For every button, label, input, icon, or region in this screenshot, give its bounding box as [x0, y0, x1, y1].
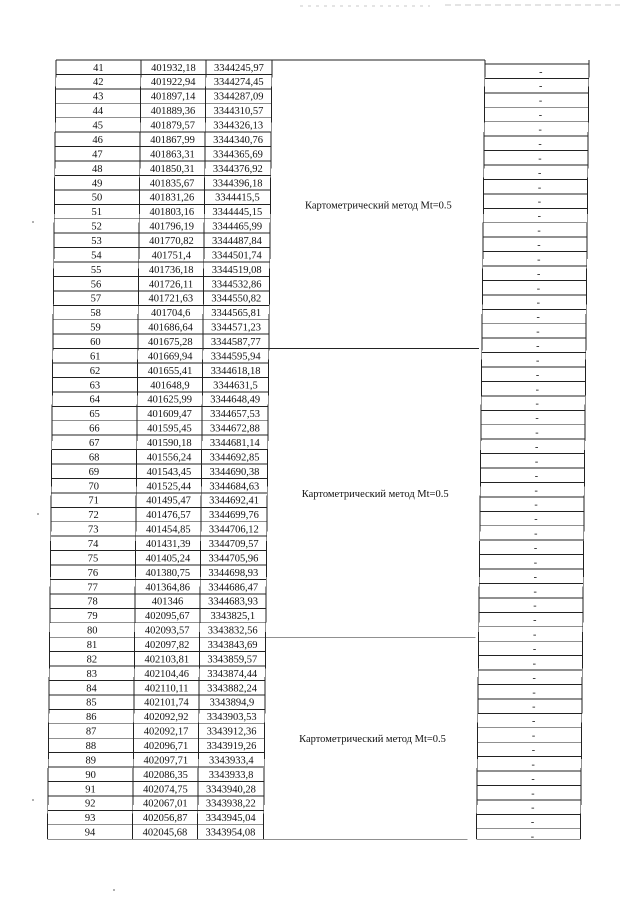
coord-y: 3344445,15 [212, 207, 263, 219]
point-number: 46 [92, 134, 103, 146]
table-row [88, 525, 537, 540]
coord-y: 3344684,63 [209, 481, 260, 493]
table-row [92, 121, 541, 136]
coord-x: 402092,92 [143, 712, 189, 724]
table-row [85, 784, 534, 799]
coord-y: 3344550,82 [211, 293, 262, 305]
point-number: 44 [92, 106, 104, 118]
accuracy-value: - [531, 745, 536, 757]
table-row [85, 813, 534, 828]
accuracy-value: - [534, 528, 538, 540]
coord-y: 3343832,56 [207, 625, 258, 637]
accuracy-value: - [536, 283, 541, 295]
coord-x: 401476,57 [146, 510, 191, 522]
point-number: 66 [89, 423, 100, 435]
accuracy-value: - [539, 81, 543, 93]
coord-y: 3343919,26 [206, 741, 257, 753]
table-row [91, 279, 540, 294]
point-number: 90 [85, 769, 96, 781]
table-row [93, 92, 542, 107]
coord-y: 3344274,45 [213, 77, 264, 89]
point-number: 79 [87, 611, 98, 623]
coord-x: 402104,46 [144, 668, 190, 680]
coord-x: 402097,71 [143, 755, 189, 767]
table-row [89, 438, 538, 453]
coord-x: 401405,24 [145, 553, 191, 565]
accuracy-value: - [535, 384, 540, 396]
accuracy-value: - [539, 66, 543, 78]
coord-y: 3344709,57 [208, 539, 259, 551]
table-row [90, 351, 539, 366]
coord-x: 402103,81 [144, 654, 190, 666]
table-row [93, 106, 542, 121]
point-number: 60 [90, 336, 101, 348]
point-number: 57 [90, 293, 102, 305]
coord-x: 401831,26 [149, 192, 195, 204]
table-row [90, 323, 539, 338]
coord-y: 3344681,14 [209, 437, 260, 449]
coord-y: 3343843,69 [207, 640, 258, 652]
accuracy-value: - [530, 831, 535, 843]
accuracy-value: - [533, 557, 538, 569]
coord-y: 3344340,76 [213, 134, 264, 146]
table-row [89, 467, 538, 482]
coord-y: 3344692,41 [209, 495, 260, 507]
coord-y: 3344376,92 [212, 163, 263, 175]
table-row [91, 265, 540, 280]
table-row [92, 149, 541, 164]
accuracy-value: - [532, 687, 536, 699]
coord-y: 3343882,24 [207, 683, 257, 695]
coord-y: 3343933,4 [208, 755, 254, 767]
coord-y: 3344245,97 [213, 62, 264, 74]
coord-y: 3343903,53 [206, 712, 257, 724]
coord-x: 401675,28 [148, 336, 193, 348]
coord-x: 401590,18 [146, 437, 192, 449]
table-row [85, 770, 534, 785]
table-row [91, 222, 540, 237]
point-number: 43 [92, 91, 104, 103]
table-row [87, 640, 536, 655]
margin-specks [32, 221, 115, 891]
accuracy-value: - [535, 441, 539, 453]
coord-y: 3344571,23 [211, 322, 261, 334]
table-row [86, 755, 535, 770]
coord-y: 3344657,53 [210, 409, 261, 421]
point-number: 84 [86, 683, 97, 695]
table-row [89, 424, 538, 439]
table-row [88, 510, 537, 525]
table-row [85, 799, 534, 814]
coord-y: 3344287,09 [213, 91, 264, 103]
coord-x: 401835,67 [149, 178, 195, 190]
table-row [86, 669, 535, 684]
point-number: 76 [87, 567, 99, 579]
table-row [87, 626, 536, 641]
coord-x: 401595,45 [147, 423, 192, 435]
coord-x: 401625,99 [147, 394, 193, 406]
coord-x: 401726,11 [148, 279, 194, 291]
coord-y: 3344326,13 [213, 120, 264, 132]
coord-y: 3343912,36 [206, 726, 257, 738]
point-number: 82 [86, 654, 98, 666]
coord-x: 401932,18 [151, 62, 196, 74]
point-number: 61 [89, 351, 101, 363]
coord-y: 3343859,57 [207, 654, 258, 666]
table-row [86, 698, 535, 713]
point-number: 68 [88, 452, 100, 464]
point-number: 59 [90, 322, 101, 334]
coord-x: 401897,14 [150, 91, 196, 103]
coord-y: 3344698,93 [208, 567, 259, 579]
method-label: Картометрический метод Mt=0.5 [304, 200, 452, 212]
accuracy-value: - [533, 615, 537, 627]
point-number: 47 [92, 149, 103, 161]
point-number: 48 [92, 163, 103, 175]
coord-x: 402056,87 [142, 813, 188, 825]
coord-x: 401922,94 [150, 77, 196, 89]
table-row [92, 164, 541, 179]
coord-x: 401648,9 [150, 380, 190, 392]
accuracy-value: - [530, 817, 535, 829]
method-label: Картометрический метод Mt=0.5 [301, 488, 449, 500]
table-row [93, 77, 542, 92]
accuracy-value: - [535, 369, 540, 381]
coord-x: 401525,44 [146, 481, 192, 493]
table-row [87, 597, 536, 612]
point-number: 70 [88, 481, 100, 493]
accuracy-value: - [536, 340, 540, 352]
table-row [91, 294, 540, 309]
accuracy-value: - [531, 802, 535, 814]
coord-x: 402086,35 [143, 769, 188, 781]
point-number: 86 [85, 712, 97, 724]
point-number: 41 [93, 62, 104, 74]
point-number: 64 [89, 394, 100, 406]
coord-x: 401889,36 [150, 106, 196, 118]
accuracy-value: - [533, 571, 537, 583]
accuracy-value: - [537, 211, 541, 223]
table-row [89, 452, 538, 467]
point-number: 49 [91, 178, 103, 190]
accuracy-value: - [537, 254, 541, 266]
point-number: 52 [91, 221, 102, 233]
coord-y: 3344465,99 [212, 221, 263, 233]
accuracy-value: - [534, 514, 538, 526]
point-number: 93 [84, 813, 96, 825]
coord-x: 401867,99 [150, 134, 195, 146]
table-row [90, 366, 539, 381]
point-number: 92 [85, 798, 96, 810]
table-row [88, 568, 537, 583]
coord-y: 3344565,81 [211, 308, 262, 320]
table-row [86, 712, 535, 727]
coord-x: 401803,16 [149, 207, 195, 219]
coord-y: 3343825,1 [210, 611, 256, 623]
accuracy-value: - [533, 600, 537, 612]
point-number: 73 [88, 524, 99, 536]
accuracy-value: - [533, 586, 537, 598]
point-number: 63 [89, 380, 101, 392]
coord-y: 3344501,74 [211, 250, 262, 262]
method-label: Картометрический метод Mt=0.5 [299, 734, 446, 746]
accuracy-value: - [536, 312, 540, 324]
coord-x: 402074,75 [143, 784, 188, 796]
accuracy-value: - [531, 759, 535, 771]
point-number: 50 [91, 192, 103, 204]
coord-x: 401704,6 [150, 308, 191, 320]
coord-x: 401736,18 [148, 264, 194, 276]
accuracy-value: - [531, 788, 535, 800]
coord-y: 3344706,12 [208, 524, 259, 536]
point-number: 83 [86, 668, 97, 680]
accuracy-value: - [534, 485, 538, 497]
coord-y: 3344705,96 [208, 553, 259, 565]
point-number: 89 [85, 755, 97, 767]
table-row [90, 380, 539, 395]
point-number: 74 [87, 539, 99, 551]
point-number: 80 [86, 625, 98, 637]
coord-x: 402095,67 [145, 611, 190, 623]
accuracy-value: - [538, 110, 543, 122]
point-number: 55 [90, 264, 102, 276]
accuracy-value: - [532, 672, 536, 684]
point-number: 45 [92, 120, 103, 132]
point-number: 58 [90, 308, 101, 320]
coord-x: 401751,4 [151, 250, 192, 262]
coord-x: 401431,39 [145, 539, 191, 551]
coord-y: 3344365,69 [212, 149, 263, 161]
accuracy-value: - [531, 730, 536, 742]
point-number: 94 [84, 827, 96, 839]
point-number: 54 [91, 250, 102, 262]
coord-x: 402045,68 [142, 827, 188, 839]
point-number: 69 [88, 466, 100, 478]
accuracy-value: - [536, 326, 540, 338]
coord-y: 3343954,08 [205, 827, 256, 839]
coord-x: 401669,94 [147, 351, 193, 363]
table-row [87, 654, 536, 669]
point-number: 77 [87, 582, 98, 594]
table-row [85, 828, 534, 843]
point-number: 88 [85, 741, 97, 753]
table-row [87, 582, 536, 597]
table-row [92, 178, 541, 193]
table-grid [47, 60, 589, 839]
accuracy-value: - [534, 456, 539, 468]
coord-y: 3344310,57 [213, 106, 264, 118]
coord-y: 3344415,5 [215, 192, 260, 204]
coord-y: 3344587,77 [210, 336, 261, 348]
coord-x: 401770,82 [149, 235, 194, 247]
accuracy-value: - [531, 773, 535, 785]
point-number: 75 [87, 553, 99, 565]
coord-y: 3344631,5 [213, 380, 258, 392]
coord-y: 3343874,44 [207, 668, 258, 680]
coord-x: 402097,82 [144, 640, 190, 652]
coord-y: 3344396,18 [212, 178, 263, 190]
accuracy-value: - [538, 95, 543, 107]
coord-x: 401879,57 [150, 120, 196, 132]
table-row [93, 63, 542, 78]
coord-x: 401364,86 [145, 582, 190, 594]
point-number: 87 [85, 726, 97, 738]
point-number: 51 [91, 207, 103, 219]
accuracy-value: - [532, 629, 537, 641]
coord-x: 401380,75 [145, 567, 191, 579]
coord-y: 3343894,9 [209, 697, 255, 709]
coord-y: 3343938,22 [205, 798, 256, 810]
accuracy-value: - [535, 413, 539, 425]
coord-y: 3344595,94 [210, 351, 261, 363]
coord-y: 3344532,86 [211, 279, 262, 291]
coord-x: 401686,64 [148, 322, 193, 334]
coord-y: 3344699,76 [209, 510, 259, 522]
coord-y: 3344672,88 [209, 423, 260, 435]
table-row [89, 409, 538, 424]
accuracy-value: - [537, 225, 541, 237]
coord-x: 402096,71 [143, 741, 189, 753]
accuracy-value: - [533, 543, 538, 555]
accuracy-value: - [534, 470, 539, 482]
table-row [87, 611, 536, 626]
accuracy-value: - [535, 398, 539, 410]
table-row [89, 395, 538, 410]
accuracy-value: - [532, 658, 537, 670]
coord-x: 402110,11 [144, 683, 189, 695]
point-number: 67 [89, 437, 100, 449]
coord-y: 3343940,28 [206, 784, 256, 796]
point-number: 65 [89, 409, 100, 421]
coord-y: 3343945,04 [205, 813, 256, 825]
accuracy-value: - [537, 182, 542, 194]
table-row [88, 539, 537, 554]
point-number: 72 [88, 510, 99, 522]
point-number: 91 [85, 784, 96, 796]
table-row [90, 337, 539, 352]
accuracy-value: - [534, 499, 538, 511]
coord-x: 401863,31 [150, 149, 195, 161]
coord-x: 401796,19 [149, 221, 194, 233]
coord-x: 402092,17 [143, 726, 189, 738]
point-number: 85 [86, 697, 97, 709]
coord-x: 401556,24 [146, 452, 192, 464]
coord-y: 3344618,18 [210, 365, 261, 377]
accuracy-value: - [538, 167, 542, 179]
accuracy-value: - [538, 124, 542, 136]
accuracy-value: - [532, 716, 536, 728]
accuracy-value: - [538, 138, 542, 150]
accuracy-value: - [535, 355, 540, 367]
coord-x: 401543,45 [146, 466, 192, 478]
coord-x: 401850,31 [149, 163, 195, 175]
accuracy-value: - [536, 297, 540, 309]
accuracy-value: - [537, 196, 542, 208]
table-row [90, 308, 539, 323]
table-row [88, 553, 537, 568]
coord-x: 401495,47 [146, 495, 191, 507]
coord-x: 401346 [151, 596, 184, 608]
point-number: 78 [87, 596, 98, 608]
point-number: 56 [90, 279, 102, 291]
point-number: 71 [88, 495, 99, 507]
scan-artifacts [300, 5, 620, 6]
table-row [92, 135, 541, 150]
coord-y: 3344692,85 [209, 452, 260, 464]
coord-y: 3344683,93 [208, 596, 258, 608]
point-number: 62 [89, 365, 101, 377]
coord-x: 402067,01 [142, 798, 188, 810]
coord-y: 3344648,49 [210, 394, 261, 406]
accuracy-value: - [535, 427, 539, 439]
table-row [86, 683, 535, 698]
coord-y: 3344487,84 [212, 235, 262, 247]
point-number: 81 [86, 640, 98, 652]
coord-y: 3344686,47 [208, 582, 259, 594]
accuracy-value: - [532, 644, 537, 656]
accuracy-value: - [532, 701, 536, 713]
coord-x: 402101,74 [144, 697, 189, 709]
point-number: 42 [92, 77, 104, 89]
coord-x: 402093,57 [144, 625, 190, 637]
coord-x: 401454,85 [145, 524, 191, 536]
point-number: 53 [91, 235, 102, 247]
coord-x: 401721,63 [148, 293, 194, 305]
accuracy-value: - [537, 239, 541, 251]
accuracy-value: - [538, 153, 542, 165]
coord-x: 401609,47 [147, 409, 192, 421]
table-row [91, 236, 540, 251]
coord-x: 401655,41 [147, 365, 193, 377]
accuracy-value: - [536, 268, 541, 280]
coordinate-table [47, 60, 589, 843]
table-row [91, 250, 540, 265]
coord-y: 3344519,08 [211, 264, 262, 276]
coord-y: 3343933,8 [208, 769, 254, 781]
coord-y: 3344690,38 [209, 466, 260, 478]
